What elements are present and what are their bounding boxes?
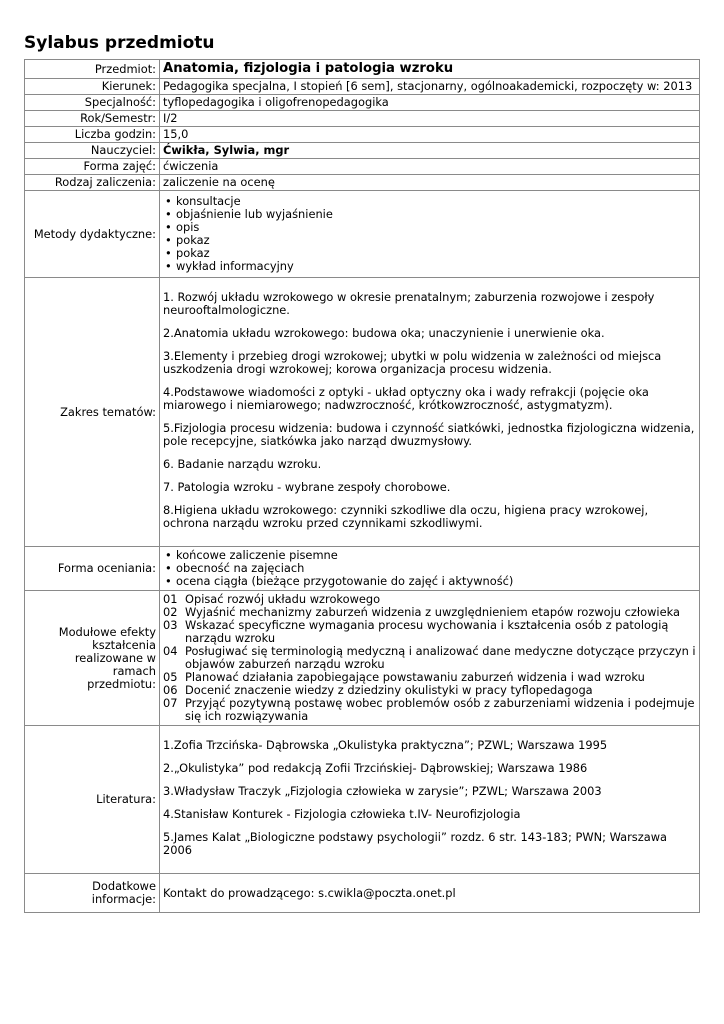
label-specjalnosc: Specjalność: <box>25 95 160 111</box>
label-rok: Rok/Semestr: <box>25 111 160 127</box>
value-metody <box>160 191 700 278</box>
metoda-item: • pokaz <box>163 247 696 260</box>
label-forma-oceniania: Forma oceniania: <box>25 547 160 591</box>
literatura-item: 2.„Okulistyka” pod redakcją Zofii Trzcińskiej- Dąbrowskiej; Warszawa 1986 <box>163 761 588 775</box>
value-kierunek: Pedagogika specjalna, I stopień [6 sem], stacjonarny, ogólnoakademicki, rozpoczęty w: 2013 <box>160 79 700 95</box>
metoda-item: • konsultacje <box>163 195 696 208</box>
literatura-item: 3.Władysław Traczyk „Fizjologia człowieka w zarysie”; PZWL; Warszawa 2003 <box>163 784 602 798</box>
efekt-number: 06 <box>163 683 178 697</box>
row-efekty <box>25 591 700 726</box>
row-forma-zajec <box>25 159 700 175</box>
syllabus-table <box>24 59 700 913</box>
metoda-item: • wykład informacyjny <box>163 260 696 273</box>
row-literatura <box>25 726 700 874</box>
row-forma-oceniania <box>25 547 700 591</box>
row-nauczyciel <box>25 143 700 159</box>
value-forma-oceniania <box>160 547 700 591</box>
row-rok <box>25 111 700 127</box>
efekt-text: Wskazać specyficzne wymagania procesu wychowania i kształcenia osób z patologią narządu wzroku <box>185 618 669 645</box>
temat-item: 1. Rozwój układu wzrokowego w okresie prenatalnym; zaburzenia rozwojowe i zespoły neurooftalmologiczne. <box>163 290 655 317</box>
temat-item: 5.Fizjologia procesu widzenia: budowa i czynność siatkówki, jednostka fizjologiczna widzenia, pole recepcyjne, siatkówka jako narząd dwuzmysłowy. <box>163 421 695 448</box>
ocena-item: • ocena ciągła (bieżące przygotowanie do zajęć i aktywność) <box>163 575 696 588</box>
temat-item: 4.Podstawowe wiadomości z optyki - układ optyczny oka i wady refrakcji (pojęcie oka miarowego i niemiarowego; nadwzroczność, krótkowzroczność, astygmatyzm). <box>163 385 649 412</box>
literatura-item: 4.Stanisław Konturek - Fizjologia człowieka t.IV- Neurofizjologia <box>163 807 521 821</box>
efekt-number: 04 <box>163 644 178 658</box>
efekt-number: 05 <box>163 670 178 684</box>
efekt-number: 03 <box>163 618 178 632</box>
value-godziny: 15,0 <box>160 127 700 143</box>
value-specjalnosc: tyflopedagogika i oligofrenopedagogika <box>160 95 700 111</box>
label-forma-zajec: Forma zajęć: <box>25 159 160 175</box>
label-zaliczenie: Rodzaj zaliczenia: <box>25 175 160 191</box>
row-zaliczenie <box>25 175 700 191</box>
efekt-item <box>163 697 696 723</box>
literatura-item: 1.Zofia Trzcińska- Dąbrowska „Okulistyka praktyczna”; PZWL; Warszawa 1995 <box>163 738 608 752</box>
value-literatura <box>160 726 700 874</box>
temat-item: 8.Higiena układu wzrokowego: czynniki szkodliwe dla oczu, higiena pracy wzrokowej, ochrona narządu wzroku przed czynnikami szkodliwymi. <box>163 503 649 530</box>
efekt-text: Planować działania zapobiegające powstawaniu zaburzeń widzenia i wad wzroku <box>185 670 645 684</box>
value-efekty <box>160 591 700 726</box>
value-zaliczenie: zaliczenie na ocenę <box>160 175 700 191</box>
label-literatura: Literatura: <box>25 726 160 874</box>
efekt-text: Posługiwać się terminologią medyczną i analizować dane medyczne dotyczące przyczyn i objawów zaburzeń narządu wzroku <box>185 644 696 671</box>
efekt-number: 01 <box>163 592 178 606</box>
label-metody: Metody dydaktyczne: <box>25 191 160 278</box>
label-przedmiot: Przedmiot: <box>25 60 160 79</box>
value-dodatkowe: Kontakt do prowadzącego: s.cwikla@poczta.onet.pl <box>160 874 700 913</box>
ocena-item: • końcowe zaliczenie pisemne <box>163 549 696 562</box>
temat-item: 3.Elementy i przebieg drogi wzrokowej; ubytki w polu widzenia w zależności od miejsca uszkodzenia drogi wzrokowej; korowa organizacja procesu widzenia. <box>163 349 662 376</box>
row-kierunek <box>25 79 700 95</box>
zakres-list <box>163 291 696 530</box>
value-przedmiot: Anatomia, fizjologia i patologia wzroku <box>160 60 700 79</box>
row-metody <box>25 191 700 278</box>
value-zakres <box>160 278 700 547</box>
row-godziny <box>25 127 700 143</box>
value-nauczyciel: Ćwikła, Sylwia, mgr <box>160 143 700 159</box>
page-title: Sylabus przedmiotu <box>24 33 215 53</box>
ocena-item: • obecność na zajęciach <box>163 562 696 575</box>
label-godziny: Liczba godzin: <box>25 127 160 143</box>
temat-item: 6. Badanie narządu wzroku. <box>163 457 322 471</box>
ocena-list <box>163 549 696 588</box>
value-forma-zajec: ćwiczenia <box>160 159 700 175</box>
label-kierunek: Kierunek: <box>25 79 160 95</box>
metoda-item: • pokaz <box>163 234 696 247</box>
row-dodatkowe <box>25 874 700 913</box>
row-specjalnosc <box>25 95 700 111</box>
label-zakres: Zakres tematów: <box>25 278 160 547</box>
literatura-item: 5.James Kalat „Biologiczne podstawy psychologii” rozdz. 6 str. 143-183; PWN; Warszawa 2006 <box>163 830 667 857</box>
efekt-number: 02 <box>163 605 178 619</box>
efekty-list <box>163 593 696 723</box>
row-przedmiot <box>25 60 700 79</box>
metoda-item: • opis <box>163 221 696 234</box>
value-rok: I/2 <box>160 111 700 127</box>
efekt-text: Docenić znaczenie wiedzy z dziedziny okulistyki w pracy tyflopedagoga <box>185 683 593 697</box>
efekt-item <box>163 645 696 671</box>
efekt-item <box>163 619 696 645</box>
row-zakres <box>25 278 700 547</box>
temat-item: 7. Patologia wzroku - wybrane zespoły chorobowe. <box>163 480 451 494</box>
efekt-text: Opisać rozwój układu wzrokowego <box>185 592 381 606</box>
metoda-item: • objaśnienie lub wyjaśnienie <box>163 208 696 221</box>
label-nauczyciel: Nauczyciel: <box>25 143 160 159</box>
label-dodatkowe: Dodatkowe informacje: <box>25 874 160 913</box>
efekt-number: 07 <box>163 696 178 710</box>
metody-list <box>163 195 696 273</box>
efekt-text: Przyjąć pozytywną postawę wobec problemów osób z zaburzeniami widzenia i podejmuje się ich rozwiązywania <box>185 696 695 723</box>
efekty-label-text: Modułowe efekty kształcenia realizowane w ramach przedmiotu: <box>58 624 156 691</box>
label-efekty <box>25 591 160 726</box>
efekt-text: Wyjaśnić mechanizmy zaburzeń widzenia z uwzględnieniem etapów rozwoju człowieka <box>185 605 680 619</box>
literatura-list <box>163 739 696 857</box>
temat-item: 2.Anatomia układu wzrokowego: budowa oka; unaczynienie i unerwienie oka. <box>163 326 605 340</box>
